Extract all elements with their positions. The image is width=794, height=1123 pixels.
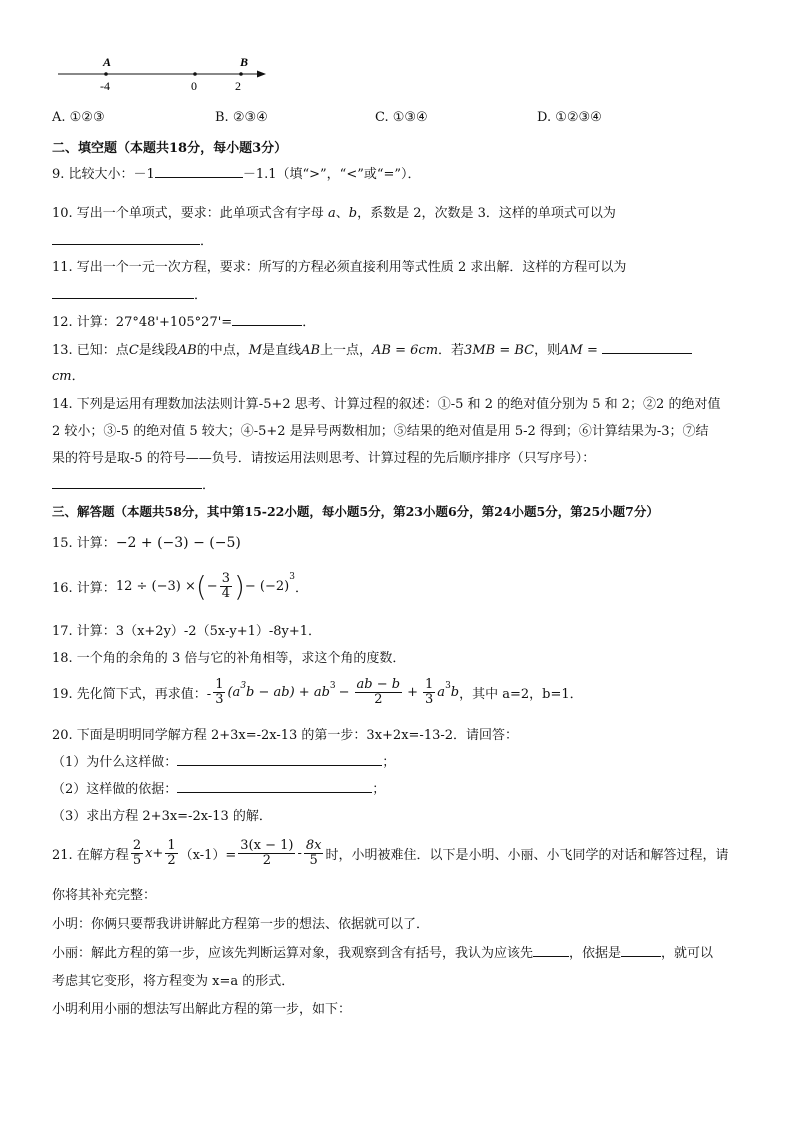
q21-f2n: 1 — [167, 837, 176, 853]
q11-blank[interactable] — [52, 286, 194, 299]
number-line — [52, 52, 282, 96]
q19-f2n: ab − b — [356, 676, 401, 692]
option-a: A. ①②③ — [52, 110, 105, 125]
section2-title: 二、填空题（本题共18分，每小题3分） — [52, 141, 288, 156]
q12-end: ． — [302, 315, 316, 330]
q15-label: 15. 计算： — [52, 536, 116, 551]
q16-minus: − — [206, 578, 218, 594]
q16-label: 16. 计算： — [52, 580, 116, 596]
question-20-part1 — [52, 751, 395, 770]
q16-rparen: ) — [233, 569, 245, 603]
q19-frac2 — [355, 678, 403, 707]
q19-plus: + — [407, 684, 419, 700]
q16-end: ． — [294, 580, 308, 596]
q20-s2: （2）这样做的依据： — [52, 782, 178, 797]
question-21-line4 — [52, 942, 713, 961]
question-14-answer — [52, 474, 215, 493]
q21-f2d: 2 — [167, 852, 176, 868]
q13-p5: 上一点， — [320, 343, 373, 358]
q16-num: 3 — [221, 570, 230, 586]
question-14-line2: 2 较小；③-5 的绝对值 5 较大；④-5+2 是异号两数相加；⑤结果的绝对值是用 5-2 得到；⑥计算结果为-3；⑦结 — [52, 424, 709, 439]
q13-p3: 的中点， — [196, 343, 249, 358]
q13-p1: 13. 已知：点 — [52, 343, 129, 358]
q13-end: ． — [71, 369, 85, 384]
q19-f1d: 3 — [215, 691, 224, 707]
q14-blank[interactable] — [52, 476, 202, 489]
q13-unit: cm — [52, 369, 72, 384]
q16-exp: 3 — [289, 572, 295, 582]
q21-x1: x+ — [145, 845, 164, 861]
question-15 — [52, 532, 241, 551]
question-20-part2 — [52, 778, 385, 797]
q21-l4c: ，就可以 — [661, 946, 714, 961]
tick-label-0: 0 — [191, 79, 197, 93]
question-20: 20. 下面是明明同学解方程 2+3x=-2x-13 的第一步：3x+2x=-13-2．请回答： — [52, 728, 519, 743]
q19-mid3: a — [437, 684, 446, 700]
q13-blank[interactable] — [602, 341, 692, 354]
q14-end: ． — [202, 478, 216, 493]
q19-f3d: 3 — [425, 691, 434, 707]
q20-s1: （1）为什么这样做： — [52, 755, 178, 770]
q13-eq3: AM = — [560, 343, 598, 358]
q16-post: − (−2) — [244, 578, 290, 594]
q13-eq2: 3MB = BC — [464, 343, 535, 358]
question-21-line5: 考虑其它变形，将方程变为 x=a 的形式． — [52, 974, 295, 989]
q21-f3n: 3(x − 1) — [240, 837, 294, 853]
q21-f1n: 2 — [132, 837, 142, 853]
q20-blank1[interactable] — [177, 753, 382, 766]
q21-f3d: 2 — [262, 852, 272, 868]
q21-l4b: ，依据是 — [569, 946, 622, 961]
question-21-line3: 小明：你俩只要帮我讲讲解此方程第一步的想法、依据就可以了． — [52, 917, 430, 932]
question-10 — [52, 202, 616, 221]
q19-mid4: b — [450, 684, 460, 700]
q21-blank2[interactable] — [621, 944, 661, 957]
q13-eq1: AB = 6cm — [372, 343, 439, 358]
question-21 — [52, 832, 729, 874]
q19-e3c: 3 — [445, 681, 451, 691]
q19-f2d: 2 — [374, 691, 383, 707]
q19-frac3 — [423, 678, 435, 707]
q19-e3b: 3 — [329, 681, 336, 691]
q12-text: 12. 计算：27°48'+105°27'= — [52, 315, 233, 330]
question-20-part3: （3）求出方程 2+3x=-2x-13 的解． — [52, 809, 272, 824]
q10-sep: 、 — [335, 206, 349, 221]
q13-c: C — [128, 343, 139, 358]
q20-semi2: ； — [372, 782, 386, 797]
q16-fraction — [220, 572, 232, 601]
point-b-label: B — [240, 55, 249, 69]
q9-blank[interactable] — [155, 165, 243, 178]
option-b: B. ②③④ — [215, 110, 268, 125]
question-10-answer — [52, 230, 213, 249]
q10-text: 10. 写出一个单项式，要求：此单项式含有字母 — [52, 206, 324, 221]
q9-prefix: 9. 比较大小：－1 — [52, 167, 155, 182]
q21-frac3 — [238, 839, 295, 868]
q13-ab2: AB — [301, 343, 321, 358]
q11-end: ． — [194, 288, 208, 303]
tick-label-neg4: -4 — [100, 79, 110, 93]
q21-f4n: 8x — [305, 837, 322, 853]
question-21-line2: 你将其补充完整： — [52, 888, 157, 903]
question-17: 17. 计算：3（x+2y）-2（5x-y+1）-8y+1． — [52, 624, 322, 639]
q20-blank2[interactable] — [177, 780, 372, 793]
question-12 — [52, 311, 315, 330]
q9-suffix: －1.1（填“>”，“<”或“=”）． — [242, 167, 421, 182]
option-c: C. ①③④ — [375, 110, 428, 125]
q21-f1d: 5 — [132, 852, 142, 868]
q13-p2: 是线段 — [138, 343, 178, 358]
q10-blank[interactable] — [52, 232, 200, 245]
q13-ab: AB — [177, 343, 197, 358]
section3-title: 三、解答题（本题共58分，其中第15-22小题，每小题5分，第23小题6分，第24小题5分，第25小题7分） — [52, 504, 659, 519]
q19-frac1 — [213, 678, 225, 707]
q10-rest: ，系数是 2，次数是 3．这样的单项式可以为 — [357, 206, 616, 221]
q19-pre: 19. 先化简下式，再求值：- — [52, 686, 212, 702]
question-9 — [52, 163, 421, 182]
option-d: D. ①②③④ — [537, 110, 602, 125]
question-14-line1: 14. 下列是运用有理数加法法则计算-5+2 思考、计算过程的叙述：①-5 和 2 的绝对值分别为 5 和 2；②2 的绝对值 — [52, 397, 721, 412]
question-18: 18. 一个角的余角的 3 倍与它的补角相等，求这个角的度数． — [52, 651, 406, 666]
q20-semi1: ； — [382, 755, 396, 770]
question-14-line3: 果的符号是取-5 的符号——负号．请按运用法则思考、计算过程的先后顺序排序（只写序号）： — [52, 451, 596, 466]
q21-frac1 — [131, 839, 143, 868]
q21-pre: 21. 在解方程 — [52, 847, 129, 863]
q13-p6: ．若 — [438, 343, 465, 358]
q19-f1n: 1 — [215, 676, 224, 692]
q21-dash: - — [297, 845, 302, 861]
q21-l4a: 小丽：解此方程的第一步，应该先判断运算对象，我观察到含有括号，我认为应该先 — [52, 946, 534, 961]
q21-blank1[interactable] — [533, 944, 569, 957]
question-19 — [52, 672, 583, 712]
question-16 — [52, 564, 308, 608]
q19-tail: ，其中 a=2，b=1． — [459, 686, 583, 702]
q10-var-a: a — [327, 206, 336, 221]
q16-pre: 12 ÷ (−3) × — [115, 578, 196, 594]
q11-text: 11. 写出一个一元一次方程，要求：所写的方程必须直接利用等式性质 2 求出解．这样的方程可以为 — [52, 260, 627, 275]
q21-x2: （x-1）= — [179, 847, 237, 863]
q16-lparen: ( — [195, 569, 207, 603]
q19-mid1: (a — [227, 684, 241, 700]
q19-f3n: 1 — [425, 676, 434, 692]
question-11-answer — [52, 284, 207, 303]
point-a-label: A — [103, 55, 112, 69]
q10-var-b: b — [348, 206, 358, 221]
q13-p7: ，则 — [534, 343, 561, 358]
q19-minus: − — [338, 684, 350, 700]
q13-p4: 是直线 — [262, 343, 302, 358]
q21-f4d: 5 — [309, 852, 318, 868]
q16-den: 4 — [221, 585, 230, 601]
q21-frac2 — [165, 839, 177, 868]
q19-e3: 3 — [240, 681, 247, 691]
question-21-line6: 小明利用小丽的想法写出解此方程的第一步，如下： — [52, 1002, 352, 1017]
question-11 — [52, 256, 626, 275]
q12-blank[interactable] — [232, 313, 302, 326]
q10-end: ． — [200, 234, 214, 249]
q21-tail: 时，小明被难住．以下是小明、小丽、小飞同学的对话和解答过程，请 — [325, 847, 729, 863]
question-13 — [52, 339, 692, 358]
tick-label-2: 2 — [235, 79, 241, 93]
q19-mid2: b − ab) + ab — [246, 684, 330, 700]
q13-m: M — [248, 343, 263, 358]
q21-frac4 — [304, 839, 324, 868]
q15-expr: −2 + (−3) − (−5) — [115, 535, 241, 551]
question-13-unit — [52, 365, 85, 384]
